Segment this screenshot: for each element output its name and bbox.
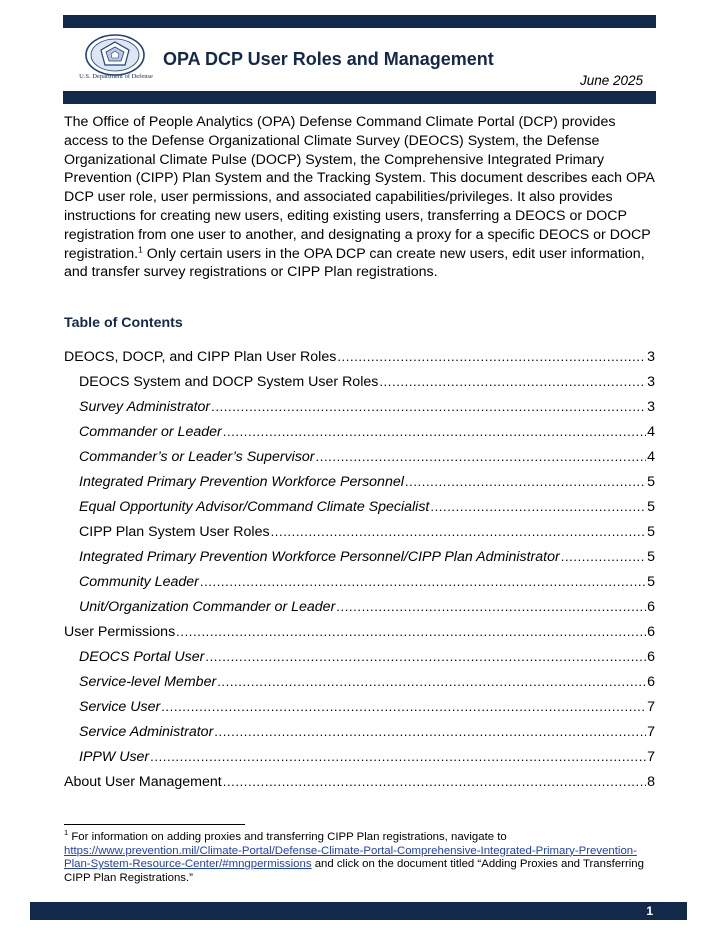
toc-leader-dots: [161, 698, 646, 716]
toc-entry[interactable]: [64, 623, 655, 641]
footer-bar: [30, 902, 687, 920]
footnote: [64, 828, 660, 885]
toc-leader-dots: [316, 448, 647, 466]
page-number: 1: [646, 904, 653, 918]
toc-entry[interactable]: [79, 673, 655, 691]
toc-entry-page: 8: [647, 774, 655, 790]
toc-entry-title: DEOCS, DOCP, and CIPP Plan User Roles: [64, 349, 337, 365]
toc-entry-title: Commander’s or Leader’s Supervisor: [79, 449, 315, 465]
footnote-text: For information on adding proxies and transferring CIPP Plan registrations, navigate to: [68, 831, 507, 843]
toc-leader-dots: [561, 548, 646, 566]
toc-entry-title: Integrated Primary Prevention Workforce Personnel: [79, 474, 404, 490]
toc-entry[interactable]: [79, 373, 655, 391]
toc-entry-title: Survey Administrator: [79, 399, 211, 415]
header-top-bar: [63, 15, 656, 28]
toc-entry-page: 6: [647, 649, 655, 665]
toc-entry[interactable]: [79, 698, 655, 716]
toc-entry-title: DEOCS System and DOCP System User Roles: [79, 374, 379, 390]
department-label: U.S. Department of Defense: [79, 73, 153, 80]
toc-leader-dots: [336, 598, 646, 616]
toc-entry-title: Community Leader: [79, 574, 199, 590]
toc-entry-page: 5: [647, 524, 655, 540]
toc-entry-title: Unit/Organization Commander or Leader: [79, 599, 336, 615]
toc-entry[interactable]: [79, 473, 655, 491]
toc-entry[interactable]: [79, 498, 655, 516]
toc-entry[interactable]: [64, 773, 655, 791]
toc-leader-dots: [217, 673, 646, 691]
toc-entry[interactable]: [79, 423, 655, 441]
toc-leader-dots: [379, 373, 646, 391]
footnote-separator: [64, 824, 245, 825]
toc-entry-title: About User Management: [64, 774, 222, 790]
toc-leader-dots: [271, 523, 647, 541]
toc-entry[interactable]: [79, 573, 655, 591]
toc-leader-dots: [214, 723, 646, 741]
footnote-marker: 1: [64, 828, 69, 838]
toc-entry[interactable]: [79, 748, 655, 766]
toc-entry-page: 5: [647, 474, 655, 490]
pentagon-seal-icon: [84, 33, 146, 77]
intro-paragraph: [64, 113, 660, 282]
footnote-reference[interactable]: 1: [138, 243, 143, 254]
toc-leader-dots: [223, 773, 646, 791]
toc-entry-page: 5: [647, 549, 655, 565]
toc-entry-title: User Permissions: [64, 624, 176, 640]
toc-entry-page: 4: [647, 424, 655, 440]
toc-leader-dots: [337, 348, 646, 366]
toc-entry-page: 7: [647, 699, 655, 715]
toc-entry-page: 7: [647, 724, 655, 740]
intro-text-continued: Only certain users in the OPA DCP can create new users, edit user information, and transfer survey registrations or CIPP Plan registrations.: [64, 245, 645, 281]
document-date: June 2025: [579, 73, 643, 88]
toc-leader-dots: [405, 473, 646, 491]
toc-entry-page: 6: [647, 599, 655, 615]
toc-entry-page: 6: [647, 674, 655, 690]
toc-entry-page: 3: [647, 399, 655, 415]
toc-leader-dots: [211, 398, 646, 416]
toc-heading: Table of Contents: [64, 315, 183, 331]
footnote-text-continued: and click on the document titled “Adding Proxies and Transferring CIPP Plan Registrations.”: [64, 858, 644, 884]
toc-entry-page: 6: [647, 624, 655, 640]
toc-entry-title: IPPW User: [79, 749, 150, 765]
toc-entry-page: 4: [647, 449, 655, 465]
footnote-link[interactable]: https://www.prevention.mil/Climate-Portal/Defense-Climate-Portal-Comprehensive-Integrated-Primary-Prevention-Plan-System-Resource-Center/#mngpermissions: [64, 844, 637, 871]
toc-entry-title: Service-level Member: [79, 674, 217, 690]
toc-entry[interactable]: [79, 648, 655, 666]
header-bottom-bar: [63, 91, 656, 104]
toc-entry[interactable]: [79, 398, 655, 416]
toc-leader-dots: [430, 498, 646, 516]
toc-entry[interactable]: [79, 723, 655, 741]
document-title: OPA DCP User Roles and Management: [163, 49, 494, 69]
toc-entry-page: 3: [647, 349, 655, 365]
toc-entry-title: Integrated Primary Prevention Workforce Personnel/CIPP Plan Administrator: [79, 549, 560, 565]
toc-entry[interactable]: [64, 348, 655, 366]
toc-entry-title: Service Administrator: [79, 724, 214, 740]
toc-leader-dots: [200, 573, 646, 591]
toc-leader-dots: [223, 423, 646, 441]
toc-entry-page: 5: [647, 574, 655, 590]
toc-entry[interactable]: [79, 548, 655, 566]
toc-entry-title: DEOCS Portal User: [79, 649, 205, 665]
toc-entry[interactable]: [79, 448, 655, 466]
toc-entry[interactable]: [79, 523, 655, 541]
toc-entry-title: Equal Opportunity Advisor/Command Climate Specialist: [79, 499, 430, 515]
toc-entry[interactable]: [79, 598, 655, 616]
toc-entry-title: CIPP Plan System User Roles: [79, 524, 270, 540]
toc-leader-dots: [205, 648, 646, 666]
toc-entry-page: 5: [647, 499, 655, 515]
toc-entry-title: Service User: [79, 699, 161, 715]
toc-leader-dots: [150, 748, 646, 766]
toc-leader-dots: [176, 623, 646, 641]
intro-text: The Office of People Analytics (OPA) Defense Command Climate Portal (DCP) provides access to the Defense Organizational Climate Survey (DEOCS) System, the Defense Organizational Climate Pulse (DOCP) System, the Comprehensive Integrated Primary Prevention (CIPP) Plan System and the Tracking System. This document describes each OPA DCP user role, user permissions, and associated capabilities/privileges. It also provides instructions for creating new users, editing existing users, transferring a DEOCS or DOCP registration from one user to another, and designating a proxy for a specific DEOCS or DOCP registration.: [64, 114, 655, 262]
toc-entry-page: 3: [647, 374, 655, 390]
toc-entry-page: 7: [647, 749, 655, 765]
toc-entry-title: Commander or Leader: [79, 424, 222, 440]
